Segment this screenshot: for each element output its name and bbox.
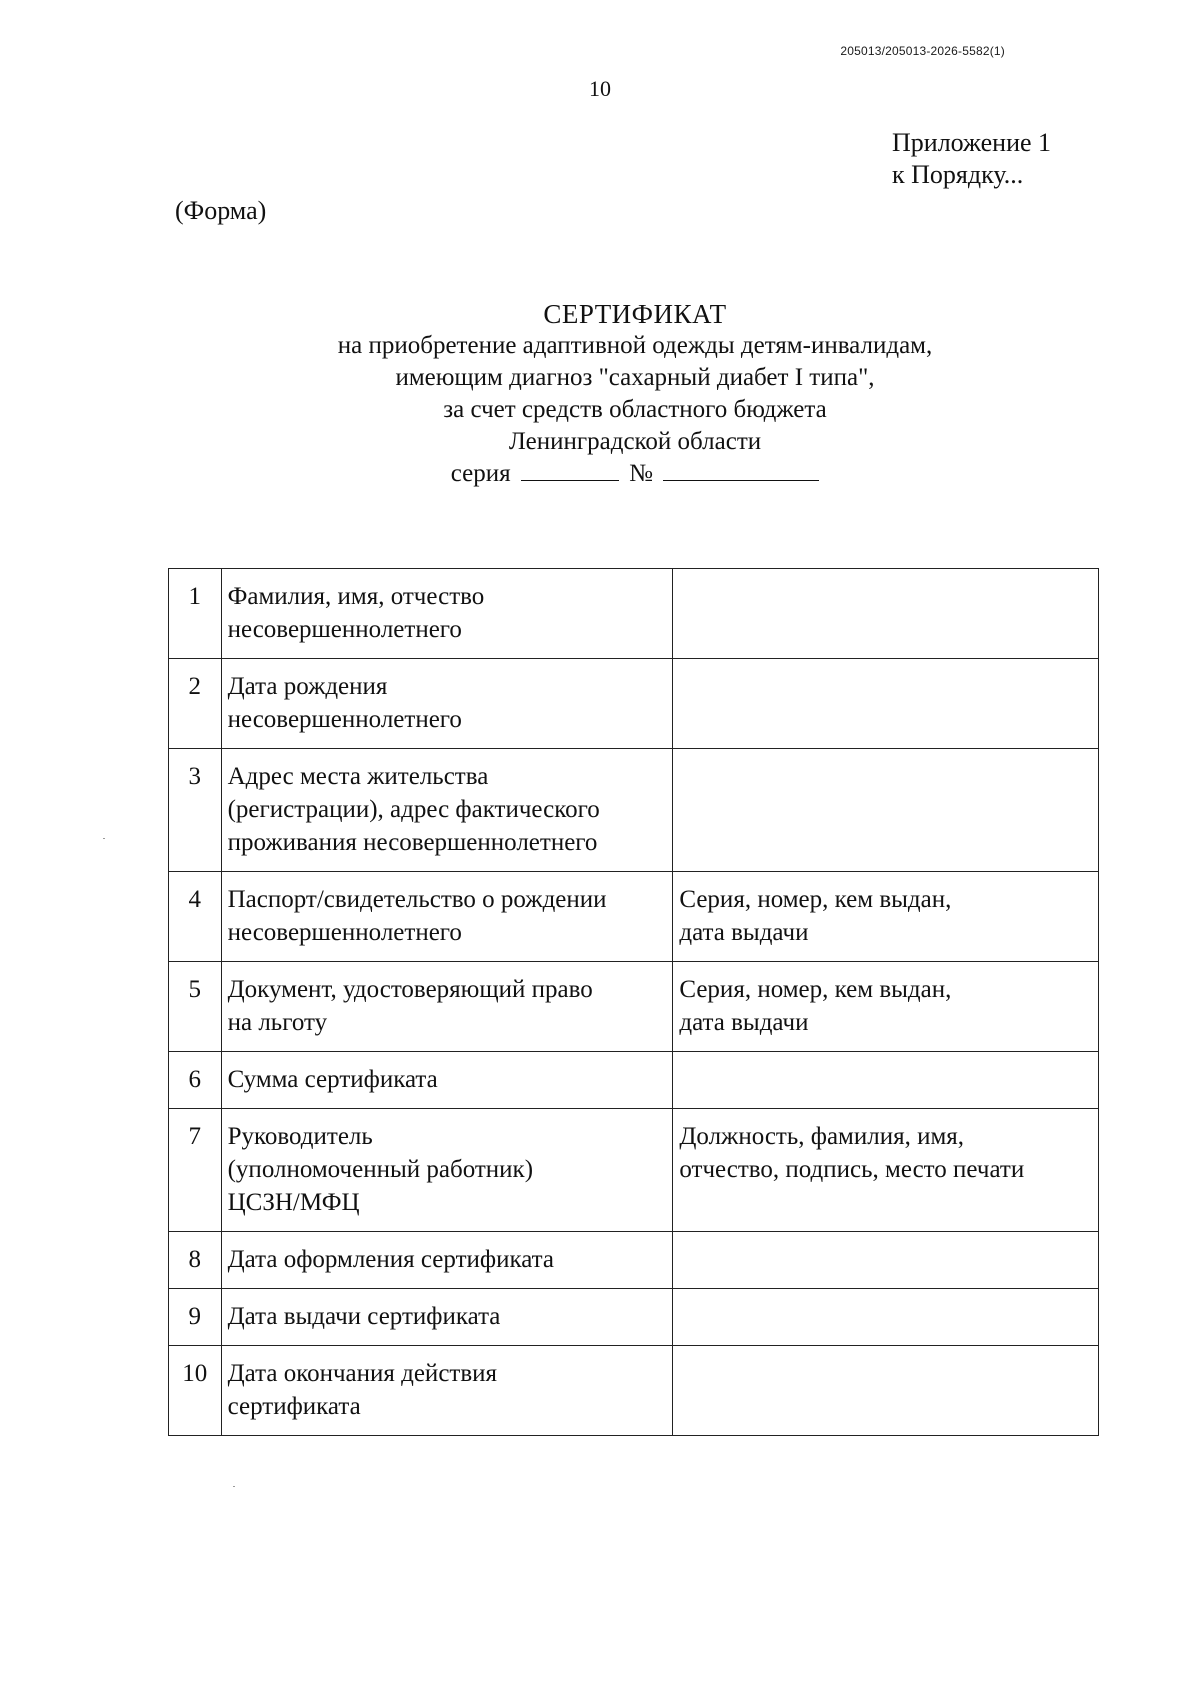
- row-number: 2: [169, 659, 222, 749]
- table-row: [169, 659, 1099, 749]
- field-label: Документ, удостоверяющий право на льготу: [221, 962, 673, 1052]
- document-code: 205013/205013-2026-5582(1): [840, 44, 1005, 58]
- certificate-title-block: [0, 298, 1200, 490]
- table-row: [169, 749, 1099, 872]
- table-row: [169, 1346, 1099, 1436]
- appendix-reference: [892, 127, 1051, 191]
- certificate-table-body: [169, 569, 1099, 1436]
- field-value-cell[interactable]: Серия, номер, кем выдан, дата выдачи: [673, 962, 1099, 1052]
- row-number: 10: [169, 1346, 222, 1436]
- table-row: [169, 1232, 1099, 1289]
- row-number: 3: [169, 749, 222, 872]
- field-label: Руководитель (уполномоченный работник) ЦСЗН/МФЦ: [221, 1109, 673, 1232]
- table-row: [169, 872, 1099, 962]
- scan-speck: [233, 1486, 235, 1487]
- form-label: (Форма): [175, 196, 267, 225]
- field-label: Паспорт/свидетельство о рождении несовершеннолетнего: [221, 872, 673, 962]
- appendix-line-1: Приложение 1: [892, 128, 1052, 157]
- row-number: 6: [169, 1052, 222, 1109]
- row-number: 5: [169, 962, 222, 1052]
- field-label: Фамилия, имя, отчество несовершеннолетнего: [221, 569, 673, 659]
- field-label: Дата выдачи сертификата: [221, 1289, 673, 1346]
- field-label: Сумма сертификата: [221, 1052, 673, 1109]
- row-number: 7: [169, 1109, 222, 1232]
- table-row: [169, 1052, 1099, 1109]
- table-row: [169, 962, 1099, 1052]
- series-blank-field[interactable]: [521, 460, 619, 481]
- title-line-4: Ленинградской области: [508, 428, 762, 455]
- certificate-title: СЕРТИФИКАТ: [543, 299, 727, 329]
- row-number: 1: [169, 569, 222, 659]
- field-value-cell[interactable]: Серия, номер, кем выдан, дата выдачи: [673, 872, 1099, 962]
- field-value-cell[interactable]: Должность, фамилия, имя, отчество, подпись, место печати: [673, 1109, 1099, 1232]
- row-number: 4: [169, 872, 222, 962]
- field-value-cell[interactable]: [673, 1346, 1099, 1436]
- number-label: №: [629, 460, 653, 487]
- field-label: Дата оформления сертификата: [221, 1232, 673, 1289]
- page-number: 10: [589, 76, 611, 101]
- field-label: Адрес места жительства (регистрации), адрес фактического проживания несовершеннолетнего: [221, 749, 673, 872]
- table-row: [169, 1289, 1099, 1346]
- table-row: [169, 1109, 1099, 1232]
- row-number: 8: [169, 1232, 222, 1289]
- row-number: 9: [169, 1289, 222, 1346]
- field-value-cell[interactable]: [673, 569, 1099, 659]
- field-value-cell[interactable]: [673, 659, 1099, 749]
- number-blank-field[interactable]: [663, 460, 819, 481]
- title-line-1: на приобретение адаптивной одежды детям-инвалидам,: [337, 332, 933, 359]
- field-label: Дата рождения несовершеннолетнего: [221, 659, 673, 749]
- field-value-cell[interactable]: [673, 749, 1099, 872]
- field-value-cell[interactable]: [673, 1232, 1099, 1289]
- title-line-2: имеющим диагноз "сахарный диабет I типа",: [395, 364, 875, 391]
- series-number-line: [0, 458, 1200, 490]
- appendix-line-2: к Порядку...: [892, 160, 1024, 189]
- field-value-cell[interactable]: [673, 1052, 1099, 1109]
- field-value-cell[interactable]: [673, 1289, 1099, 1346]
- table-row: [169, 569, 1099, 659]
- series-label: серия: [450, 460, 511, 487]
- scan-speck: [103, 838, 105, 839]
- field-label: Дата окончания действия сертификата: [221, 1346, 673, 1436]
- title-line-3: за счет средств областного бюджета: [443, 396, 827, 423]
- certificate-table: [168, 568, 1099, 1436]
